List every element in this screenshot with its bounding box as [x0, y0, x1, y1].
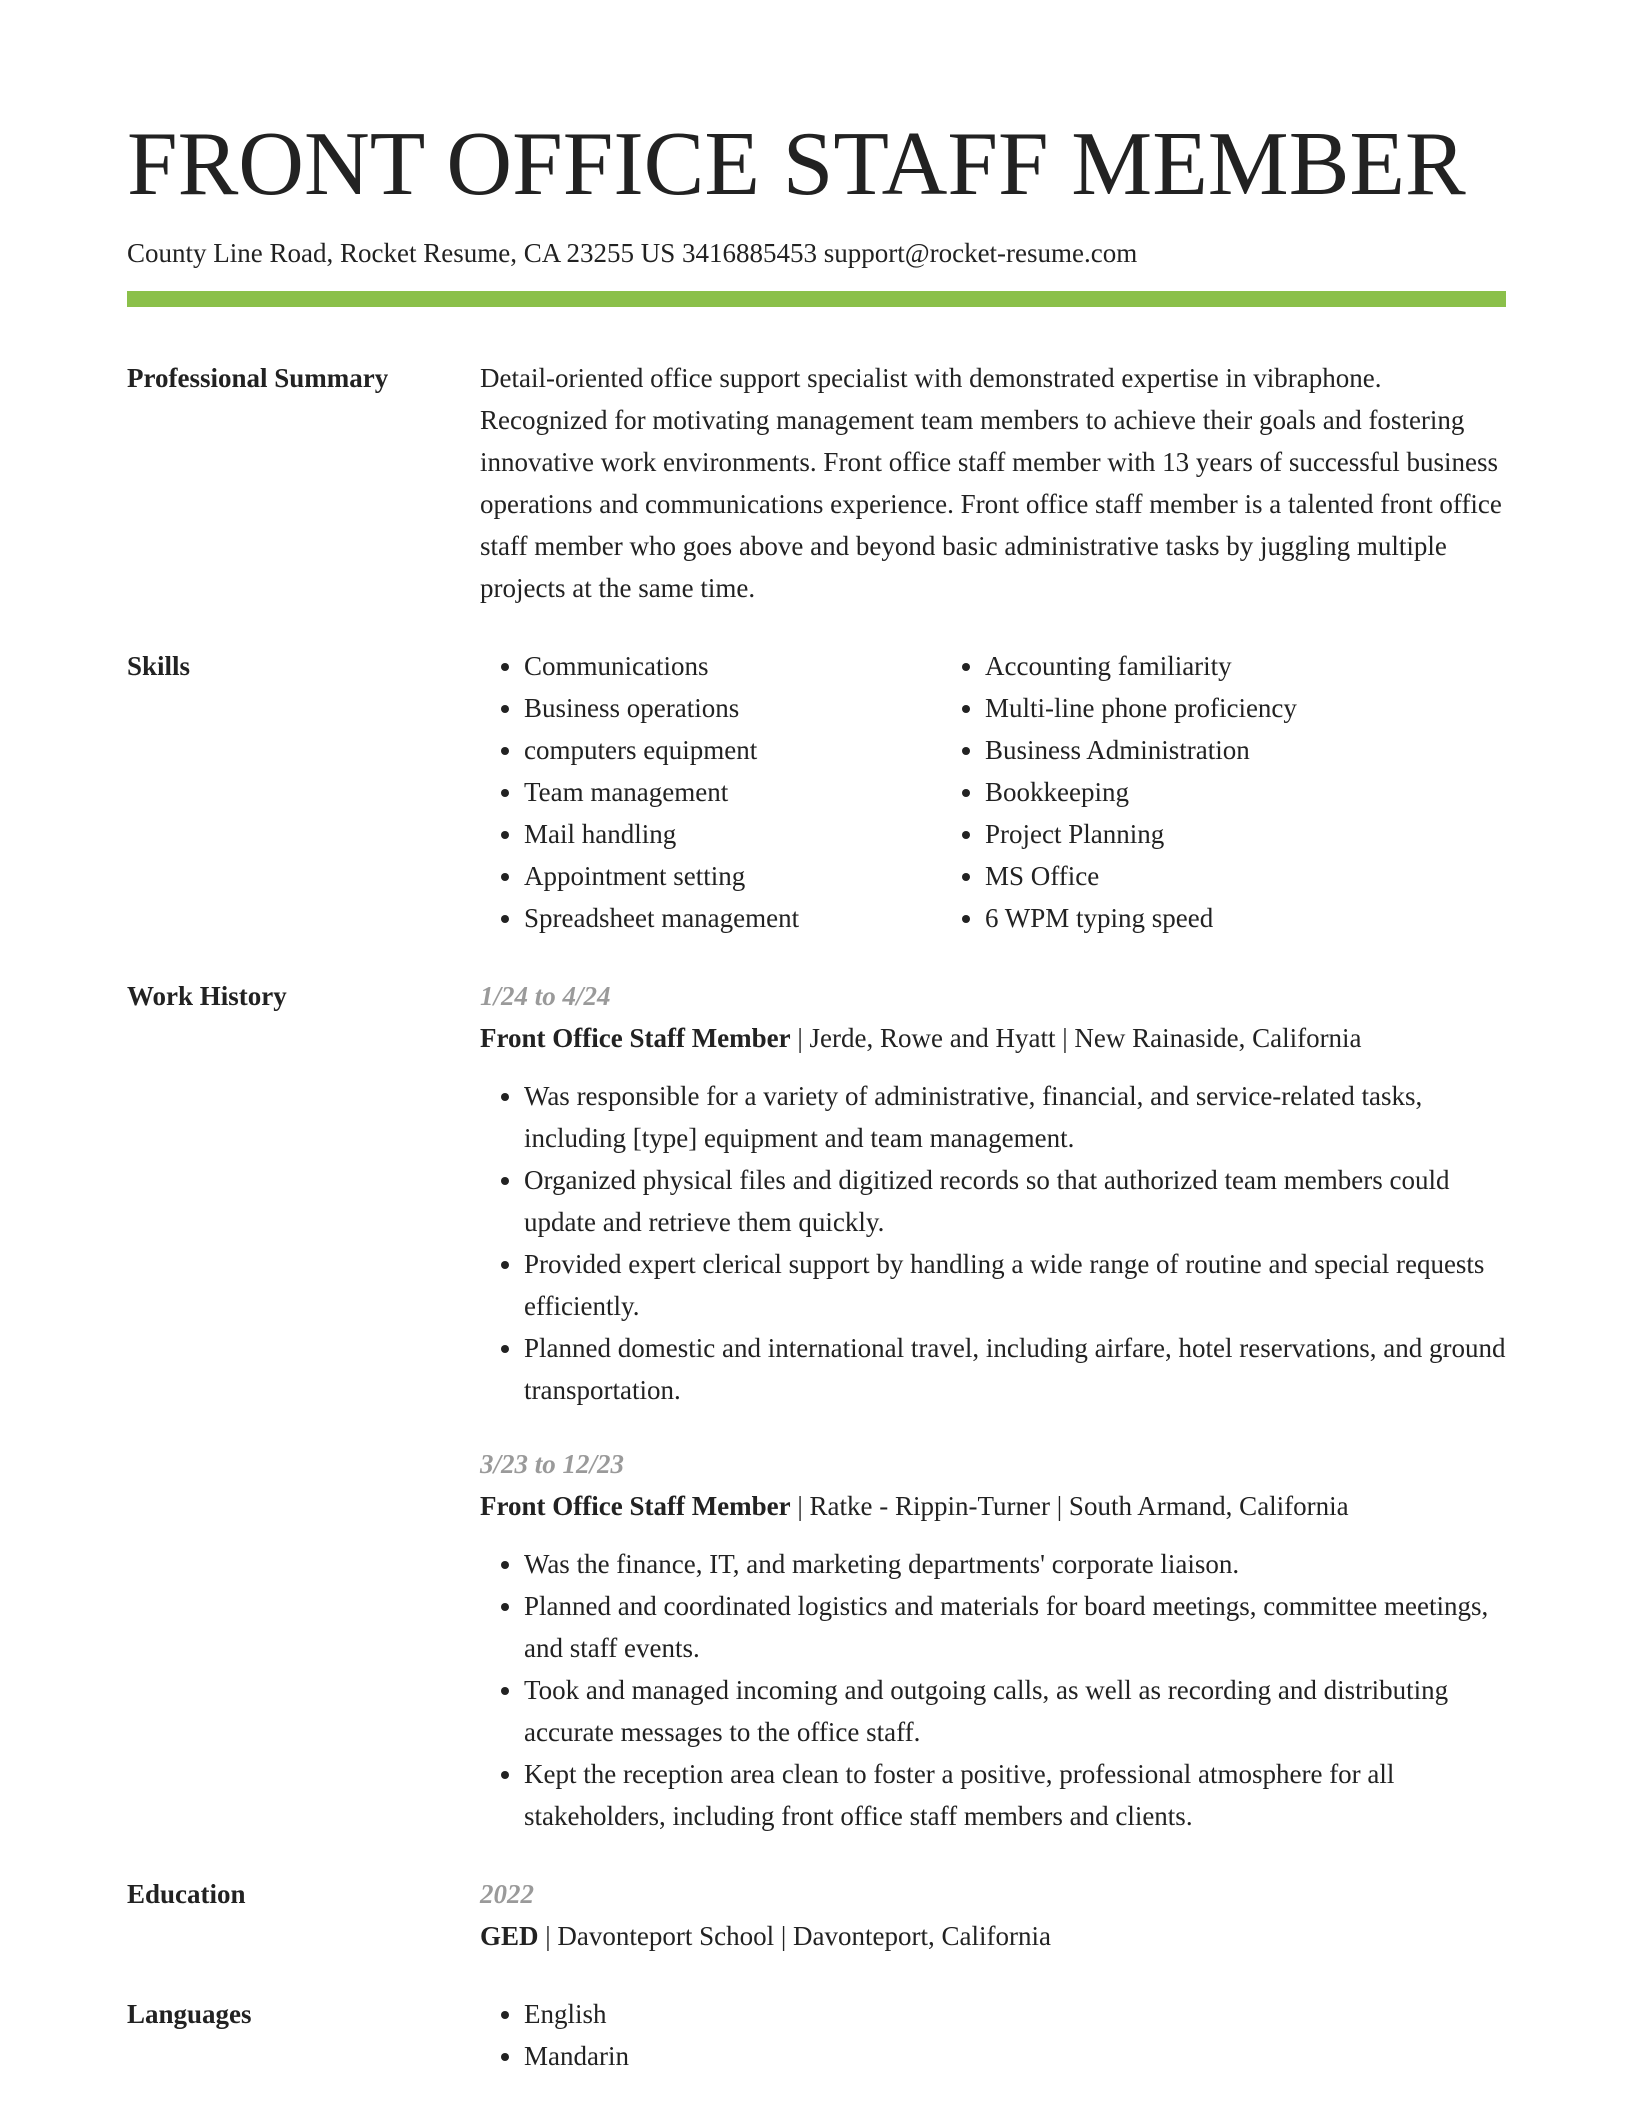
skill-item: • Bookkeeping — [985, 771, 1506, 813]
languages-list — [480, 1993, 1506, 2077]
summary-text: Detail-oriented office support specialist with demonstrated expertise in vibraphone. Recognized for motivating management team members to achieve their goals and fostering innovative work environments. Front office staff member with 13 years of successful business operations and communications experience. Front office staff member is a talented front office staff member who goes above and beyond basic administrative tasks by juggling multiple projects at the same time. — [480, 363, 1502, 604]
skill-item: • Multi-line phone proficiency — [985, 687, 1506, 729]
job-duty: • Planned and coordinated logistics and materials for board meetings, committee meetings, and staff events. — [524, 1585, 1506, 1669]
job-duty: • Organized physical files and digitized records so that authorized team members could update and retrieve them quickly. — [524, 1159, 1506, 1243]
skill-item: • Business operations — [524, 687, 941, 729]
job-employer-location: | Jerde, Rowe and Hyatt | New Rainaside, California — [790, 1023, 1362, 1054]
languages-heading: Languages — [127, 1999, 252, 2030]
skills-columns — [480, 645, 1506, 939]
job-title-line — [480, 1485, 1506, 1527]
summary-heading: Professional Summary — [127, 363, 389, 394]
job-title: Front Office Staff Member — [480, 1491, 791, 1522]
job-duties-list — [480, 1075, 1506, 1411]
skill-item: • Spreadsheet management — [524, 897, 941, 939]
skill-item: • MS Office — [985, 855, 1506, 897]
job-entry — [480, 1443, 1506, 1837]
job-duty: • Planned domestic and international travel, including airfare, hotel reservations, and ground transportation. — [524, 1327, 1506, 1411]
job-duty: • Was responsible for a variety of administrative, financial, and service-related tasks, including [type] equipment and team management. — [524, 1075, 1506, 1159]
skill-item: • Mail handling — [524, 813, 941, 855]
job-duty: • Took and managed incoming and outgoing calls, as well as recording and distributing accurate messages to the office staff. — [524, 1669, 1506, 1753]
skill-item: • Project Planning — [985, 813, 1506, 855]
education-section — [127, 1873, 1506, 1957]
skills-section — [127, 645, 1506, 939]
work-history-heading: Work History — [127, 981, 287, 1012]
job-title: Front Office Staff Member — [480, 1023, 791, 1054]
accent-divider — [127, 291, 1506, 307]
education-year: 2022 — [480, 1879, 534, 1910]
language-item: • Mandarin — [524, 2035, 1506, 2077]
job-duty: • Provided expert clerical support by handling a wide range of routine and special requests efficiently. — [524, 1243, 1506, 1327]
job-employer-location: | Ratke - Rippin-Turner | South Armand, California — [790, 1491, 1349, 1522]
job-duties-list — [480, 1543, 1506, 1837]
job-dates: 3/23 to 12/23 — [480, 1449, 625, 1480]
skill-item: • Business Administration — [985, 729, 1506, 771]
skill-item: • Accounting familiarity — [985, 645, 1506, 687]
education-line — [480, 1915, 1506, 1957]
resume-name: FRONT OFFICE STAFF MEMBER — [127, 113, 1466, 214]
education-school-location: | Davonteport School | Davonteport, California — [538, 1921, 1051, 1952]
work-history-section — [127, 975, 1506, 1837]
job-duty: • Kept the reception area clean to foster a positive, professional atmosphere for all stakeholders, including front office staff members and clients. — [524, 1753, 1506, 1837]
skill-item: • Team management — [524, 771, 941, 813]
summary-section — [127, 357, 1506, 609]
language-item: • English — [524, 1993, 1506, 2035]
education-heading: Education — [127, 1879, 246, 1910]
contact-line: County Line Road, Rocket Resume, CA 23255 US 3416885453 support@rocket-resume.com — [127, 238, 1138, 268]
skill-item: • computers equipment — [524, 729, 941, 771]
skill-item: • Appointment setting — [524, 855, 941, 897]
education-degree: GED — [480, 1921, 539, 1952]
skill-item: • Communications — [524, 645, 941, 687]
skill-item: • 6 WPM typing speed — [985, 897, 1506, 939]
job-title-line — [480, 1017, 1506, 1059]
languages-section — [127, 1993, 1506, 2077]
job-duty: • Was the finance, IT, and marketing departments' corporate liaison. — [524, 1543, 1506, 1585]
skills-list-left — [480, 645, 941, 939]
skills-heading: Skills — [127, 651, 191, 682]
skills-list-right — [941, 645, 1506, 939]
job-dates: 1/24 to 4/24 — [480, 981, 611, 1012]
job-entry — [480, 975, 1506, 1411]
